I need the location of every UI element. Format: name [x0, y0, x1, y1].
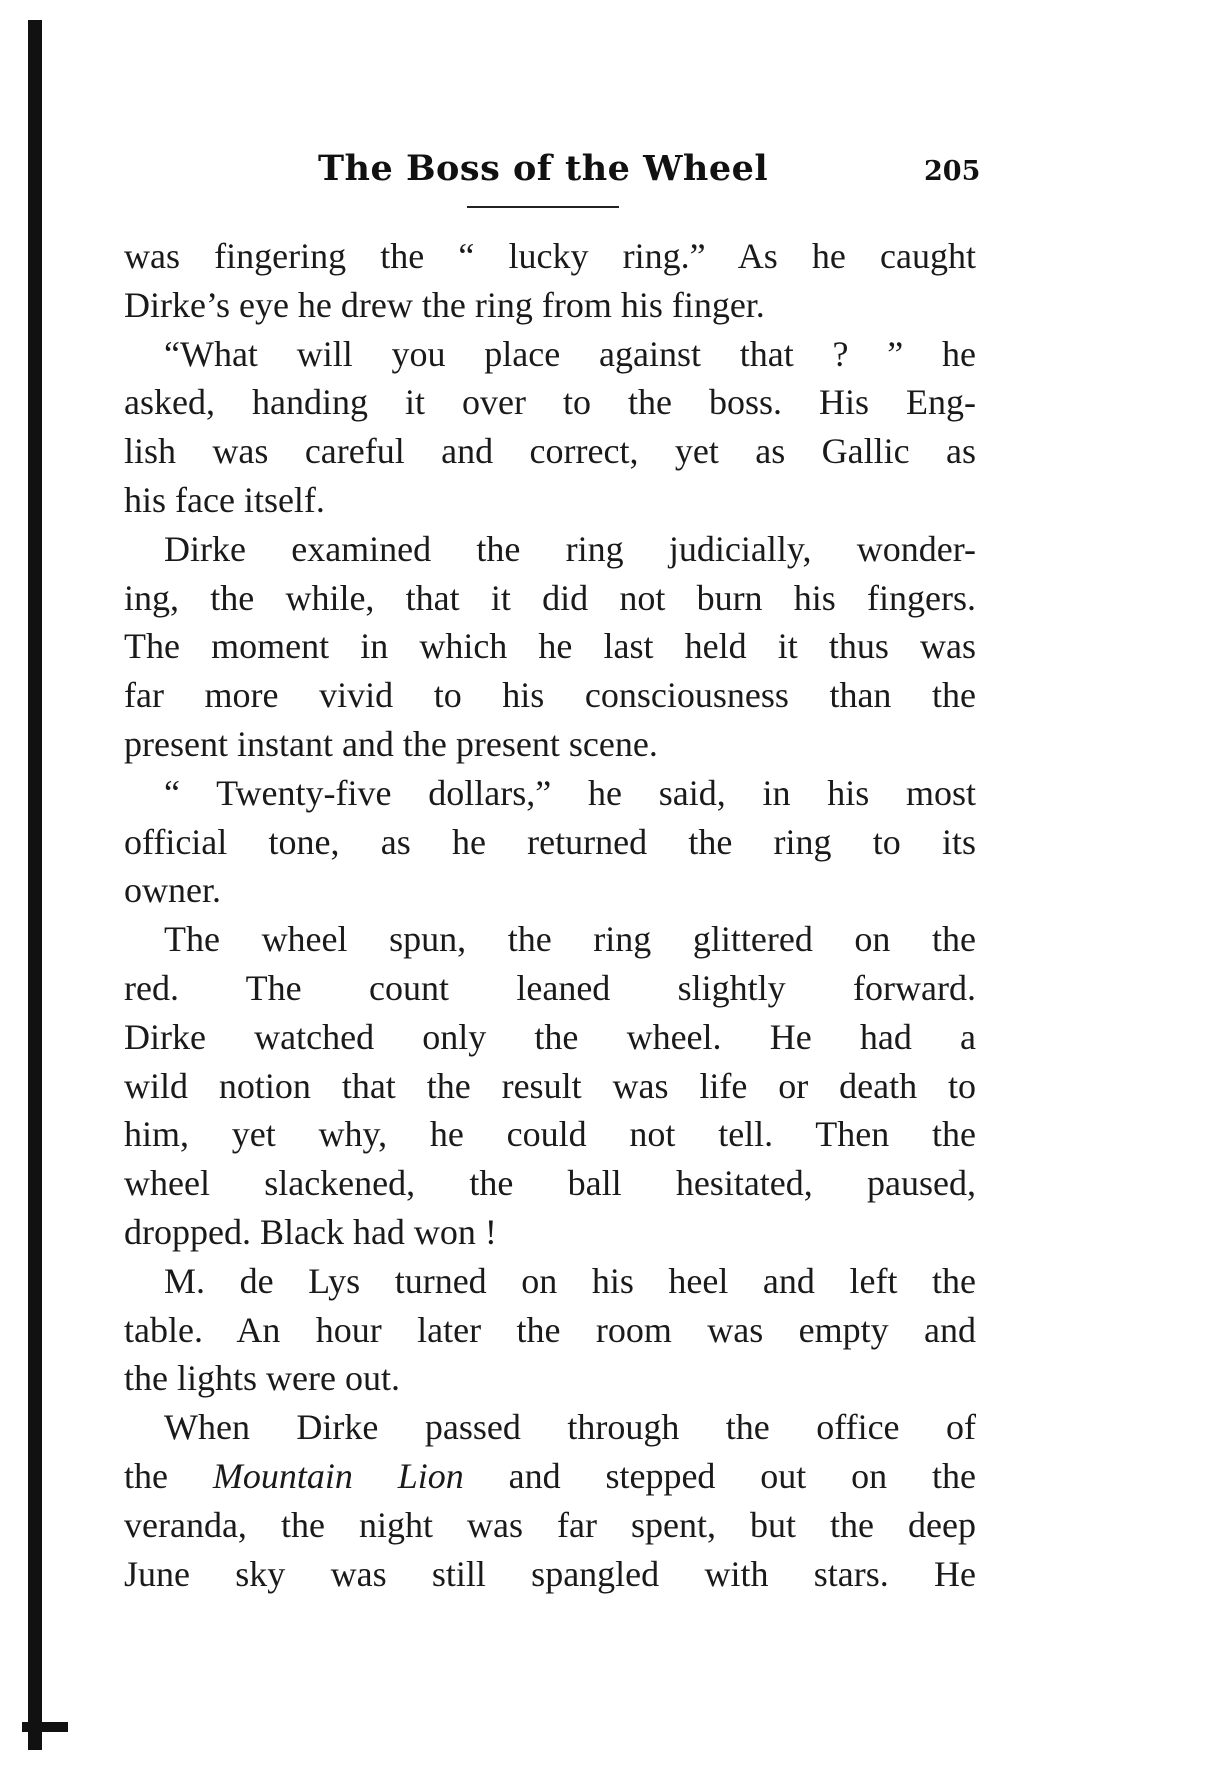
text-line [124, 671, 976, 720]
text-segment: M. de Lys turned on his heel and left the [164, 1260, 976, 1301]
text-line [124, 915, 976, 964]
text-segment: him, yet why, he could not tell. Then the [124, 1114, 976, 1155]
text-segment: wild notion that the result was life or death to [124, 1065, 976, 1106]
text-segment: veranda, the night was far spent, but the deep [124, 1504, 976, 1545]
text-line [124, 1501, 976, 1550]
running-head [0, 148, 1230, 198]
text-segment: The moment in which he last held it thus was [124, 626, 976, 667]
text-line [124, 281, 976, 330]
text-segment: the [124, 1455, 213, 1496]
binding-edge-foot [22, 1722, 68, 1732]
text-line [124, 378, 976, 427]
text-segment: “What will you place against that ? ” he [164, 333, 976, 374]
text-line [124, 1550, 976, 1599]
text-line [124, 1013, 976, 1062]
text-line [124, 1403, 976, 1452]
text-line [124, 1306, 976, 1355]
text-segment: the lights were out. [124, 1358, 400, 1399]
text-line [124, 769, 976, 818]
text-segment: official tone, as he returned the ring to its [124, 821, 976, 862]
text-line [124, 1062, 976, 1111]
text-segment: owner. [124, 870, 221, 911]
italic-title: Mountain Lion [212, 1455, 464, 1496]
text-segment: June sky was still spangled with stars. He [124, 1553, 976, 1594]
text-line [124, 1110, 976, 1159]
text-line [124, 525, 976, 574]
text-segment: and stepped out on the [463, 1455, 976, 1496]
text-line [124, 1159, 976, 1208]
text-segment: When Dirke passed through the office of [164, 1407, 976, 1448]
text-segment: wheel slackened, the ball hesitated, paused, [124, 1163, 976, 1204]
text-segment: The wheel spun, the ring glittered on the [164, 919, 976, 960]
text-line [124, 720, 976, 769]
body-text [124, 232, 976, 1598]
text-segment: Dirke examined the ring judicially, wonder- [164, 528, 976, 569]
text-segment: asked, handing it over to the boss. His Eng- [124, 382, 976, 423]
text-segment: “ Twenty-five dollars,” he said, in his most [164, 772, 976, 813]
text-line [124, 574, 976, 623]
text-line [124, 964, 976, 1013]
text-line [124, 1354, 976, 1403]
text-segment: red. The count leaned slightly forward. [124, 967, 976, 1008]
text-line [124, 427, 976, 476]
text-segment: his face itself. [124, 479, 325, 520]
running-head-title: The Boss of the Wheel [318, 148, 769, 189]
text-line [124, 476, 976, 525]
text-line [124, 1208, 976, 1257]
text-segment: lish was careful and correct, yet as Gallic as [124, 431, 976, 472]
binding-edge [28, 20, 42, 1750]
page-number: 205 [924, 156, 981, 187]
text-segment: ing, the while, that it did not burn his fingers. [124, 577, 976, 618]
text-segment: table. An hour later the room was empty and [124, 1309, 976, 1350]
text-line [124, 232, 976, 281]
text-line [124, 818, 976, 867]
text-line [124, 866, 976, 915]
text-segment: dropped. Black had won ! [124, 1211, 497, 1252]
running-head-rule [467, 206, 619, 208]
text-segment: was fingering the “ lucky ring.” As he caught [124, 236, 976, 276]
text-segment: Dirke’s eye he drew the ring from his finger. [124, 284, 765, 325]
text-line [124, 622, 976, 671]
text-segment: present instant and the present scene. [124, 723, 658, 764]
text-line [124, 330, 976, 379]
text-line [124, 1257, 976, 1306]
text-line [124, 1452, 976, 1501]
text-segment: Dirke watched only the wheel. He had a [124, 1016, 976, 1057]
text-segment: far more vivid to his consciousness than the [124, 675, 976, 716]
